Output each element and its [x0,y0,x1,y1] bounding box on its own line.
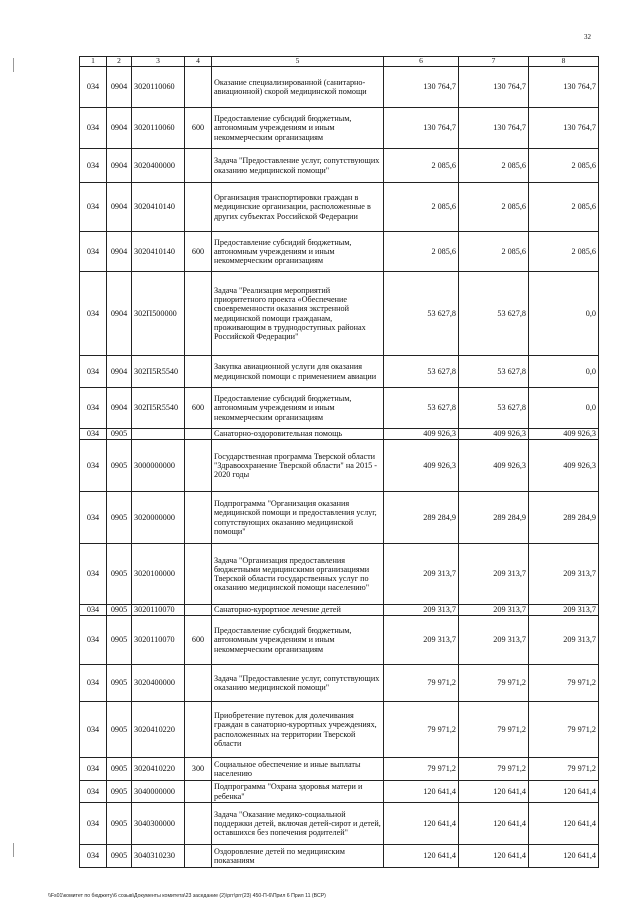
table-row [80,108,599,149]
cell-target-article: 3020000000 [132,492,185,544]
cell-amount-3: 120 641,4 [529,781,599,803]
cell-ved: 034 [80,429,107,440]
cell-amount-1: 209 313,7 [384,616,459,665]
cell-expense-type [185,702,212,758]
table-row [80,845,599,868]
cell-name: Задача "Оказание медико-социальной поддержки детей, включая детей-сирот и детей, оставшихся без попечения родителей" [212,803,384,845]
cell-ved: 034 [80,492,107,544]
cell-amount-2: 130 764,7 [459,67,529,108]
cell-section: 0904 [107,388,132,429]
cell-expense-type: 300 [185,758,212,781]
cell-target-article: 3020410140 [132,183,185,232]
cell-ved: 034 [80,616,107,665]
cell-ved: 034 [80,781,107,803]
cell-ved: 034 [80,544,107,605]
cell-ved: 034 [80,803,107,845]
table-row [80,665,599,702]
cell-name: Задача "Организация предоставления бюджетными медицинскими организациями Тверской области государственных услуг по оказанию медицинской помощи населению" [212,544,384,605]
cell-target-article: 3040300000 [132,803,185,845]
cell-amount-3: 0,0 [529,356,599,388]
cell-amount-2: 130 764,7 [459,108,529,149]
cell-amount-1: 209 313,7 [384,544,459,605]
table-row [80,544,599,605]
cell-amount-2: 209 313,7 [459,605,529,616]
cell-amount-3: 209 313,7 [529,605,599,616]
cell-expense-type [185,544,212,605]
cell-ved: 034 [80,149,107,183]
col-header-4: 4 [185,57,212,67]
cell-name: Оздоровление детей по медицинским показаниям [212,845,384,868]
cell-ved: 034 [80,845,107,868]
cell-target-article: 3020110070 [132,605,185,616]
cell-amount-1: 130 764,7 [384,67,459,108]
cell-section: 0905 [107,781,132,803]
cell-name: Предоставление субсидий бюджетным, автономным учреждениям и иным некоммерческим организациям [212,388,384,429]
cell-expense-type: 600 [185,616,212,665]
col-header-3: 3 [132,57,185,67]
cell-amount-3: 2 085,6 [529,149,599,183]
cell-target-article: 3020110060 [132,67,185,108]
table-row [80,67,599,108]
cell-amount-3: 79 971,2 [529,702,599,758]
cell-amount-2: 209 313,7 [459,616,529,665]
cell-ved: 034 [80,758,107,781]
budget-table [79,56,599,868]
cell-ved: 034 [80,440,107,492]
cell-amount-3: 130 764,7 [529,67,599,108]
table-row [80,702,599,758]
cell-amount-1: 289 284,9 [384,492,459,544]
cell-target-article: 3020100000 [132,544,185,605]
cell-expense-type [185,429,212,440]
cell-section: 0905 [107,758,132,781]
cell-section: 0904 [107,67,132,108]
cell-amount-1: 79 971,2 [384,665,459,702]
cell-expense-type [185,781,212,803]
margin-mark-bottom [13,843,14,857]
cell-ved: 034 [80,108,107,149]
table-row [80,758,599,781]
cell-section: 0905 [107,845,132,868]
cell-amount-2: 120 641,4 [459,803,529,845]
table-row [80,605,599,616]
table-row [80,803,599,845]
cell-amount-3: 0,0 [529,272,599,356]
cell-section: 0905 [107,616,132,665]
cell-section: 0904 [107,108,132,149]
table-row [80,781,599,803]
cell-section: 0905 [107,702,132,758]
table-row [80,272,599,356]
cell-amount-2: 2 085,6 [459,232,529,272]
cell-target-article [132,429,185,440]
cell-amount-1: 2 085,6 [384,232,459,272]
cell-name: Приобретение путевок для долечивания граждан в санаторно-курортных учреждениях, расположенных на территории Тверской области [212,702,384,758]
cell-expense-type: 600 [185,108,212,149]
cell-amount-1: 2 085,6 [384,149,459,183]
margin-mark-top [13,58,14,72]
cell-target-article: 3020410220 [132,702,185,758]
cell-ved: 034 [80,183,107,232]
cell-section: 0904 [107,183,132,232]
cell-expense-type [185,605,212,616]
cell-amount-1: 409 926,3 [384,429,459,440]
cell-section: 0905 [107,665,132,702]
cell-amount-3: 0,0 [529,388,599,429]
cell-section: 0904 [107,272,132,356]
cell-amount-3: 289 284,9 [529,492,599,544]
cell-name: Предоставление субсидий бюджетным, автономным учреждениям и иным некоммерческим организациям [212,232,384,272]
cell-expense-type [185,803,212,845]
table-row [80,429,599,440]
cell-section: 0905 [107,605,132,616]
cell-expense-type [185,356,212,388]
cell-ved: 034 [80,232,107,272]
cell-name: Государственная программа Тверской области "Здравоохранение Тверской области" на 2015 - 2020 годы [212,440,384,492]
cell-target-article: 3020110070 [132,616,185,665]
cell-section: 0905 [107,492,132,544]
cell-section: 0905 [107,440,132,492]
cell-section: 0905 [107,803,132,845]
footer-path: \\Fs01\комитет по бюджету\6 созыв\Документы комитета\23 заседание (2)\ргг\ргг(23) 450-П-6\Прил 6 Прил 11 (ВСР) [48,893,326,899]
cell-amount-1: 130 764,7 [384,108,459,149]
cell-expense-type: 600 [185,388,212,429]
table-row [80,388,599,429]
cell-amount-1: 120 641,4 [384,845,459,868]
cell-target-article: 3020410220 [132,758,185,781]
cell-amount-2: 2 085,6 [459,149,529,183]
cell-name: Подпрограмма "Организация оказания медицинской помощи и предоставления услуг, сопутствующих оказанию медицинской помощи" [212,492,384,544]
cell-target-article: 3020400000 [132,149,185,183]
cell-amount-3: 209 313,7 [529,544,599,605]
cell-amount-3: 409 926,3 [529,429,599,440]
cell-name: Оказание специализированной (санитарно-авиационной) скорой медицинской помощи [212,67,384,108]
cell-amount-3: 79 971,2 [529,665,599,702]
cell-target-article: 302П5R5540 [132,388,185,429]
table-row [80,183,599,232]
cell-amount-2: 79 971,2 [459,665,529,702]
table-row [80,440,599,492]
cell-amount-2: 409 926,3 [459,429,529,440]
cell-expense-type [185,67,212,108]
cell-amount-3: 409 926,3 [529,440,599,492]
cell-target-article: 3020110060 [132,108,185,149]
table-row [80,149,599,183]
cell-target-article: 3020410140 [132,232,185,272]
cell-amount-1: 53 627,8 [384,272,459,356]
cell-name: Предоставление субсидий бюджетным, автономным учреждениям и иным некоммерческим организациям [212,108,384,149]
cell-amount-2: 209 313,7 [459,544,529,605]
cell-expense-type [185,440,212,492]
table-row [80,356,599,388]
cell-name: Задача "Предоставление услуг, сопутствующих оказанию медицинской помощи" [212,149,384,183]
cell-name: Закупка авиационной услуги для оказания медицинской помощи с применением авиации [212,356,384,388]
col-header-8: 8 [529,57,599,67]
cell-name: Задача "Реализация мероприятий приоритетного проекта «Обеспечение своевременности оказания экстренной медицинской помощи гражданам, проживающим в труднодоступных районах Российской Федерации" [212,272,384,356]
cell-expense-type [185,272,212,356]
cell-amount-1: 2 085,6 [384,183,459,232]
cell-section: 0904 [107,356,132,388]
cell-amount-3: 120 641,4 [529,845,599,868]
cell-name: Задача "Предоставление услуг, сопутствующих оказанию медицинской помощи" [212,665,384,702]
header-row [80,57,599,67]
cell-ved: 034 [80,605,107,616]
cell-amount-2: 409 926,3 [459,440,529,492]
cell-amount-2: 53 627,8 [459,272,529,356]
cell-amount-1: 53 627,8 [384,388,459,429]
col-header-5: 5 [212,57,384,67]
cell-section: 0904 [107,232,132,272]
col-header-7: 7 [459,57,529,67]
cell-amount-2: 120 641,4 [459,781,529,803]
cell-section: 0905 [107,544,132,605]
cell-expense-type [185,492,212,544]
cell-amount-2: 2 085,6 [459,183,529,232]
cell-name: Подпрограмма "Охрана здоровья матери и ребенка" [212,781,384,803]
cell-amount-2: 289 284,9 [459,492,529,544]
cell-target-article: 3040310230 [132,845,185,868]
cell-amount-2: 120 641,4 [459,845,529,868]
cell-expense-type [185,845,212,868]
cell-ved: 034 [80,702,107,758]
cell-amount-1: 120 641,4 [384,781,459,803]
cell-amount-1: 79 971,2 [384,702,459,758]
cell-ved: 034 [80,665,107,702]
cell-section: 0905 [107,429,132,440]
cell-name: Санаторно-курортное лечение детей [212,605,384,616]
cell-target-article: 3020400000 [132,665,185,702]
cell-target-article: 302П500000 [132,272,185,356]
cell-amount-2: 53 627,8 [459,388,529,429]
cell-amount-3: 79 971,2 [529,758,599,781]
cell-expense-type [185,665,212,702]
table-row [80,492,599,544]
cell-amount-3: 2 085,6 [529,183,599,232]
cell-ved: 034 [80,356,107,388]
cell-expense-type [185,183,212,232]
cell-ved: 034 [80,388,107,429]
cell-amount-1: 79 971,2 [384,758,459,781]
cell-amount-1: 409 926,3 [384,440,459,492]
cell-amount-3: 130 764,7 [529,108,599,149]
cell-name: Организация транспортировки граждан в медицинские организации, расположенные в других субъектах Российской Федерации [212,183,384,232]
table-row [80,616,599,665]
cell-amount-2: 79 971,2 [459,758,529,781]
table-row [80,232,599,272]
cell-name: Санаторно-оздоровительная помощь [212,429,384,440]
cell-ved: 034 [80,272,107,356]
col-header-6: 6 [384,57,459,67]
cell-expense-type [185,149,212,183]
col-header-1: 1 [80,57,107,67]
page-number: 32 [584,33,591,41]
cell-target-article: 302П5R5540 [132,356,185,388]
cell-section: 0904 [107,149,132,183]
cell-expense-type: 600 [185,232,212,272]
cell-name: Предоставление субсидий бюджетным, автономным учреждениям и иным некоммерческим организациям [212,616,384,665]
cell-amount-1: 209 313,7 [384,605,459,616]
cell-target-article: 3000000000 [132,440,185,492]
cell-amount-3: 2 085,6 [529,232,599,272]
cell-ved: 034 [80,67,107,108]
cell-amount-3: 209 313,7 [529,616,599,665]
cell-amount-1: 120 641,4 [384,803,459,845]
cell-amount-2: 79 971,2 [459,702,529,758]
col-header-2: 2 [107,57,132,67]
cell-amount-2: 53 627,8 [459,356,529,388]
cell-amount-3: 120 641,4 [529,803,599,845]
cell-target-article: 3040000000 [132,781,185,803]
cell-amount-1: 53 627,8 [384,356,459,388]
cell-name: Социальное обеспечение и иные выплаты населению [212,758,384,781]
